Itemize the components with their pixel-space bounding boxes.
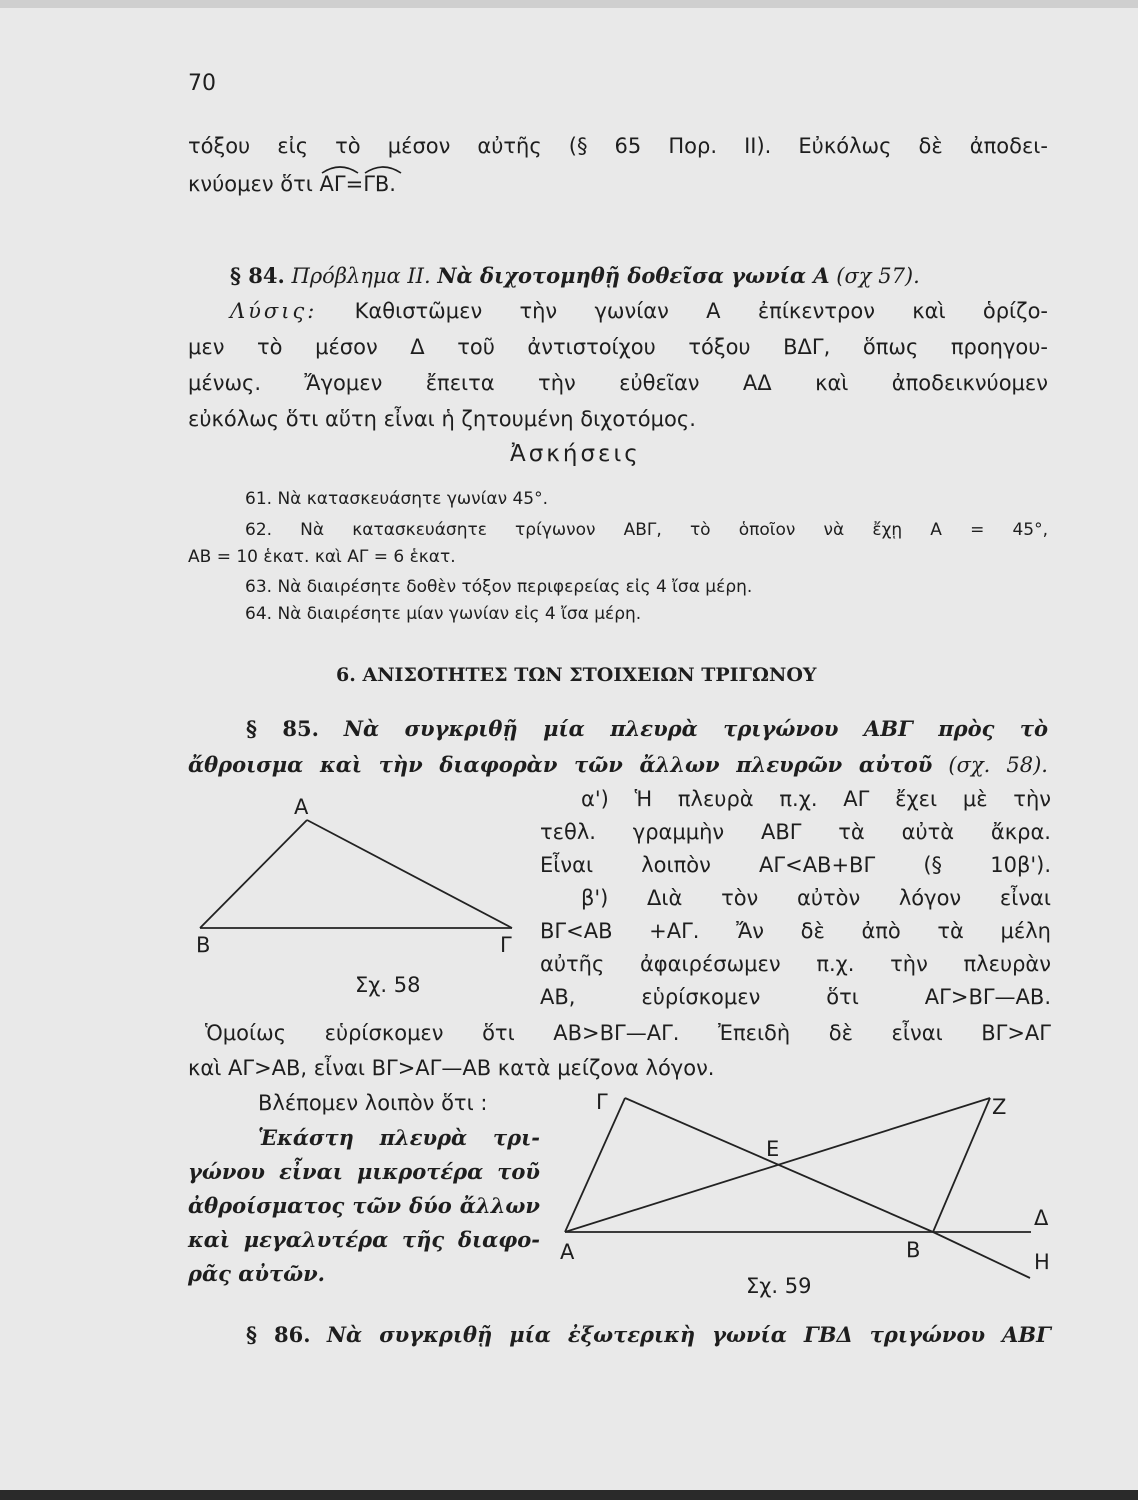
- s85-right-3: Εἶναι λοιπὸν ΑΓ<ΑΒ+ΒΓ (§ 10β').: [540, 853, 1051, 877]
- s85-right-5: ΒΓ<ΑΒ +ΑΓ. Ἄν δὲ ἀπὸ τὰ μέλη: [540, 919, 1051, 943]
- exercises-title: Ἀσκήσεις: [510, 441, 641, 467]
- s85-right-1: α') Ἡ πλευρὰ π.χ. ΑΓ ἔχει μὲ τὴν: [581, 787, 1051, 811]
- intro-line-1: τόξου εἰς τὸ μέσον αὐτῆς (§ 65 Πορ. II). Εὐκόλως δὲ ἀποδει-: [188, 134, 1048, 158]
- s85-right-2: τεθλ. γραμμὴν ΑΒΓ τὰ αὐτὰ ἄκρα.: [540, 820, 1051, 844]
- s84-line-2: μεν τὸ μέσον Δ τοῦ ἀντιστοίχου τόξου ΒΔΓ, ὅπως προηγου-: [188, 335, 1048, 359]
- s85-title-2: ἄθροισμα καὶ τὴν διαφορὰν τῶν ἄλλων πλευρῶν αὐτοῦ (σχ. 58).: [188, 752, 1048, 777]
- section-6-heading: 6. ΑΝΙΣΟΤΗΤΕΣ ΤΩΝ ΣΤΟΙΧΕΙΩΝ ΤΡΙΓΩΝΟΥ: [336, 664, 817, 686]
- s84-line-1: Λύσις: Καθιστῶμεν τὴν γωνίαν Α ἐπίκεντρον καὶ ὁρίζο-: [230, 299, 1048, 323]
- exercise-62: 62. Νὰ κατασκευάσητε τρίγωνον ΑΒΓ, τὸ ὁποῖον νὰ ἔχῃ Α = 45°,: [245, 520, 1048, 540]
- arc-ag: ΑΓ: [320, 170, 346, 198]
- arc-mark-icon: [363, 164, 403, 174]
- fig59-label-z: Ζ: [992, 1095, 1007, 1119]
- fig58-label-g: Γ: [500, 933, 512, 957]
- s85-title-1: § 85. Νὰ συγκριθῇ μία πλευρὰ τριγώνου ΑΒΓ πρὸς τὸ: [246, 716, 1049, 741]
- page-number: 70: [188, 71, 216, 96]
- s85-right-7: ΑΒ, εὑρίσκομεν ὅτι ΑΓ>ΒΓ—ΑΒ.: [540, 985, 1051, 1009]
- s85-full-1: Ὁμοίως εὑρίσκομεν ὅτι ΑΒ>ΒΓ—ΑΓ. Ἐπειδὴ δὲ εἶναι ΒΓ>ΑΓ: [205, 1021, 1051, 1045]
- conclusion-line-2: γώνου εἶναι μικροτέρα τοῦ: [188, 1159, 540, 1184]
- s84-line-3: μένως. Ἄγομεν ἔπειτα τὴν εὐθεῖαν ΑΔ καὶ ἀποδεικνύομεν: [188, 371, 1048, 395]
- intro-line-2-prefix: κνύομεν ὅτι: [188, 172, 320, 196]
- conclusion-line-4: καὶ μεγαλυτέρα τῆς διαφο-: [188, 1227, 540, 1252]
- figure-58-triangle: [190, 800, 520, 960]
- fig59-label-g: Γ: [596, 1090, 608, 1114]
- scan-bottom-edge: [0, 1490, 1138, 1500]
- exercise-62-cont: ΑΒ = 10 ἑκατ. καὶ ΑΓ = 6 ἑκατ.: [188, 547, 456, 567]
- conclusion-line-1: Ἑκάστη πλευρὰ τρι-: [258, 1125, 540, 1150]
- fig59-label-a: Α: [560, 1240, 575, 1264]
- exercise-64: 64. Νὰ διαιρέσητε μίαν γωνίαν εἰς 4 ἴσα μέρη.: [245, 604, 642, 624]
- s84-line-4: εὐκόλως ὅτι αὕτη εἶναι ἡ ζητουμένη διχοτόμος.: [188, 407, 696, 431]
- fig59-caption: Σχ. 59: [746, 1274, 812, 1298]
- arc-gb: ΓΒ: [363, 170, 389, 198]
- s85-right-6: αὐτῆς ἀφαιρέσωμεν π.χ. τὴν πλευρὰν: [540, 952, 1051, 976]
- exercise-63: 63. Νὰ διαιρέσητε δοθὲν τόξον περιφερείας εἰς 4 ἴσα μέρη.: [245, 577, 753, 597]
- fig58-label-b: Β: [196, 933, 211, 957]
- scan-top-edge: [0, 0, 1138, 8]
- fig59-label-e: Ε: [766, 1137, 780, 1161]
- fig59-label-d: Δ: [1034, 1206, 1049, 1230]
- s85-full-2: καὶ ΑΓ>ΑΒ, εἶναι ΒΓ>ΑΓ—ΑΒ κατὰ μείζονα λόγον.: [188, 1056, 715, 1080]
- conclusion-line-3: ἀθροίσματος τῶν δύο ἄλλων: [188, 1193, 540, 1218]
- intro-line-2: κνύομεν ὅτι ΑΓ= ΓΒ.: [188, 170, 396, 198]
- conclusion-intro: Βλέπομεν λοιπὸν ὅτι :: [258, 1091, 488, 1115]
- fig58-caption: Σχ. 58: [355, 973, 421, 997]
- fig58-label-a: Α: [294, 795, 309, 819]
- s85-right-4: β') Διὰ τὸν αὐτὸν λόγον εἶναι: [581, 886, 1051, 910]
- fig59-label-h: Η: [1034, 1250, 1050, 1274]
- conclusion-line-5: ρᾶς αὐτῶν.: [188, 1261, 325, 1286]
- exercise-61: 61. Νὰ κατασκευάσητε γωνίαν 45°.: [245, 489, 549, 509]
- figure-59-diagram: [555, 1090, 1055, 1290]
- s86-heading: § 86. Νὰ συγκριθῇ μία ἐξωτερικὴ γωνία ΓΒΔ τριγώνου ΑΒΓ: [246, 1322, 1051, 1347]
- s84-heading: § 84. Πρόβλημα II. Νὰ διχοτομηθῇ δοθεῖσα γωνία Α (σχ 57).: [230, 263, 920, 288]
- fig59-label-b: Β: [906, 1238, 921, 1262]
- arc-mark-icon: [320, 164, 360, 174]
